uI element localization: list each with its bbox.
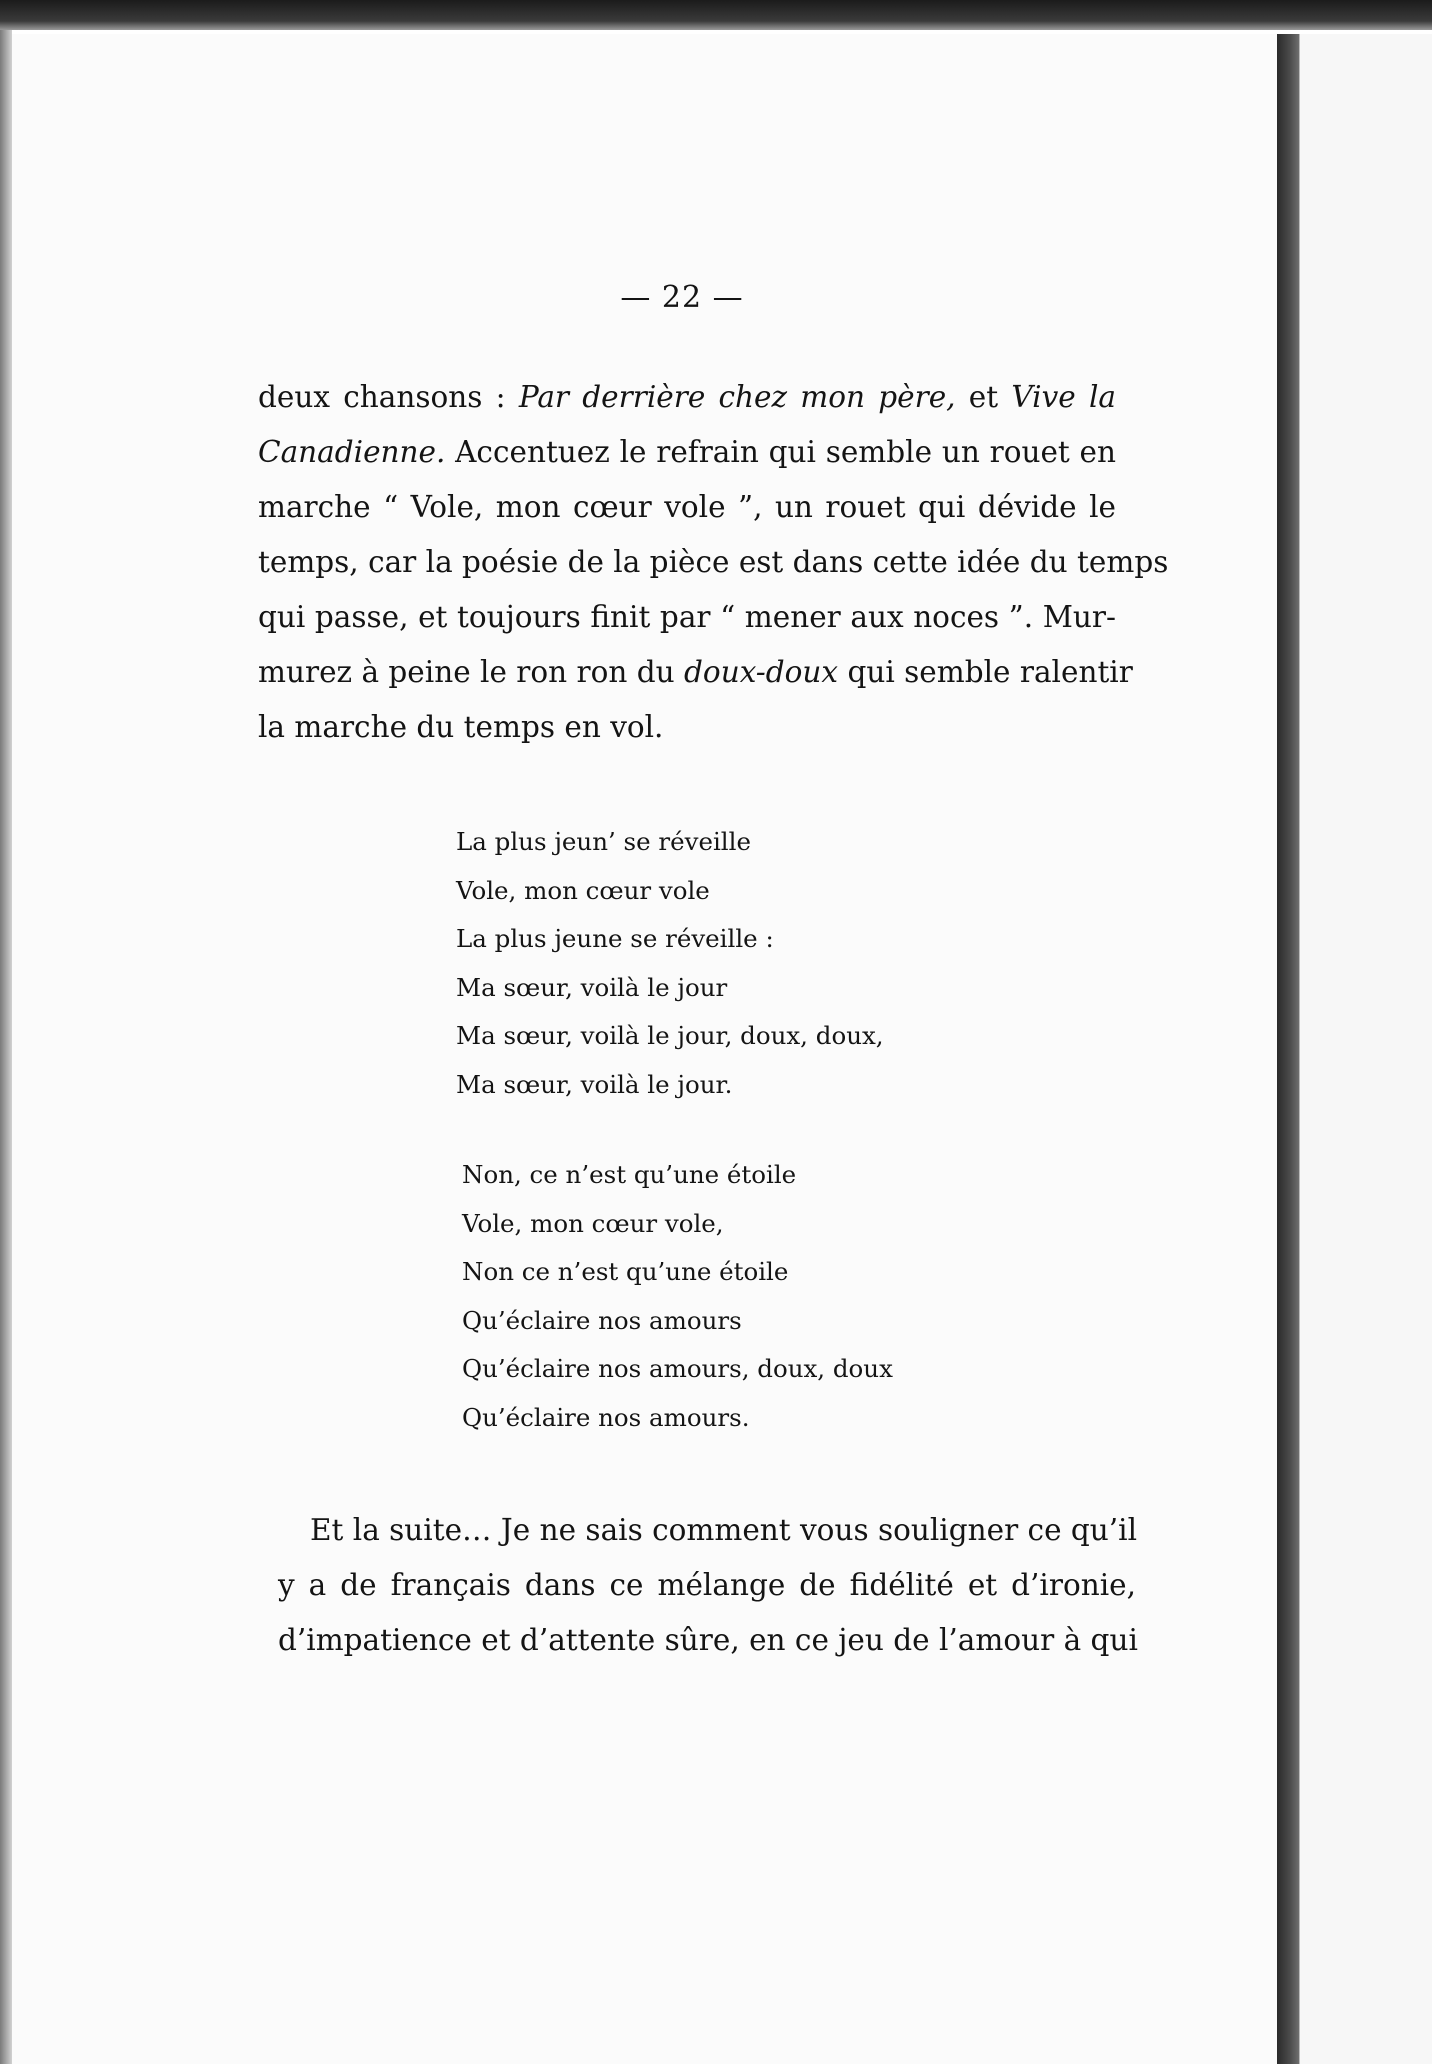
song-title: Par derrière chez mon père, bbox=[518, 380, 956, 414]
verse-line: Qu’éclaire nos amours, doux, doux bbox=[462, 1354, 893, 1383]
verse-stanza-2 bbox=[462, 1151, 893, 1442]
verse-line: Qu’éclaire nos amours. bbox=[462, 1402, 750, 1432]
paragraph-line bbox=[258, 425, 1116, 480]
paragraph-line: Et la suite… Je ne sais comment vous souligner ce qu’il bbox=[310, 1513, 1138, 1547]
paragraph-line bbox=[258, 535, 1169, 590]
verse-line: Vole, mon cœur vole bbox=[456, 875, 710, 905]
verse-line: Non, ce n’est qu’une étoile bbox=[462, 1160, 797, 1189]
text-run: et bbox=[955, 380, 1012, 414]
paragraph-line bbox=[258, 370, 1116, 425]
paragraph-closing bbox=[278, 1503, 1136, 1668]
scan-left-border bbox=[0, 30, 12, 2064]
text-run: deux chansons : bbox=[258, 380, 519, 414]
text-run: marche “ Vole, mon cœur vole ”, un rouet qui dévide le bbox=[258, 490, 1116, 524]
verse-stanza-1 bbox=[456, 818, 884, 1109]
paragraph-line bbox=[258, 700, 1116, 755]
text-run: qui semble ralentir bbox=[838, 655, 1133, 689]
page-gutter-edge bbox=[1277, 34, 1299, 2064]
verse-line: Vole, mon cœur vole, bbox=[462, 1208, 724, 1238]
verse-line: Non ce n’est qu’une étoile bbox=[462, 1257, 789, 1286]
paragraph-line bbox=[258, 480, 1116, 535]
emphasis-word: doux-doux bbox=[684, 655, 839, 689]
song-title: Canadienne. bbox=[258, 435, 446, 469]
page-number: — 22 — bbox=[620, 280, 744, 315]
text-run: temps, car la poésie de la pièce est dans cette idée du temps bbox=[258, 545, 1169, 579]
paragraph-line: y a de français dans ce mélange de fidélité et d’ironie, bbox=[278, 1568, 1136, 1602]
paragraph-intro bbox=[258, 370, 1169, 755]
text-run: qui passe, et toujours finit par “ mener aux noces ”. Mur- bbox=[258, 600, 1116, 634]
scan-top-border bbox=[0, 0, 1432, 30]
verse-line: Ma sœur, voilà le jour. bbox=[456, 1069, 733, 1099]
verse-line: Ma sœur, voilà le jour bbox=[456, 972, 728, 1002]
verse-line: La plus jeune se réveille : bbox=[456, 924, 774, 953]
verse-line: Qu’éclaire nos amours bbox=[462, 1305, 742, 1335]
song-title: Vive la bbox=[1011, 380, 1116, 414]
paragraph-line bbox=[258, 645, 1133, 700]
paragraph-line bbox=[258, 590, 1116, 645]
text-run: Accentuez le refrain qui semble un rouet en bbox=[445, 435, 1116, 469]
paragraph-line: d’impatience et d’attente sûre, en ce jeu de l’amour à qui bbox=[278, 1623, 1138, 1657]
verse-line: La plus jeun’ se réveille bbox=[456, 827, 751, 856]
text-run: la marche du temps en vol. bbox=[258, 710, 664, 744]
adjacent-page-strip bbox=[1299, 34, 1432, 2064]
text-run: murez à peine le ron ron du bbox=[258, 655, 685, 689]
verse-line: Ma sœur, voilà le jour, doux, doux, bbox=[456, 1021, 884, 1050]
